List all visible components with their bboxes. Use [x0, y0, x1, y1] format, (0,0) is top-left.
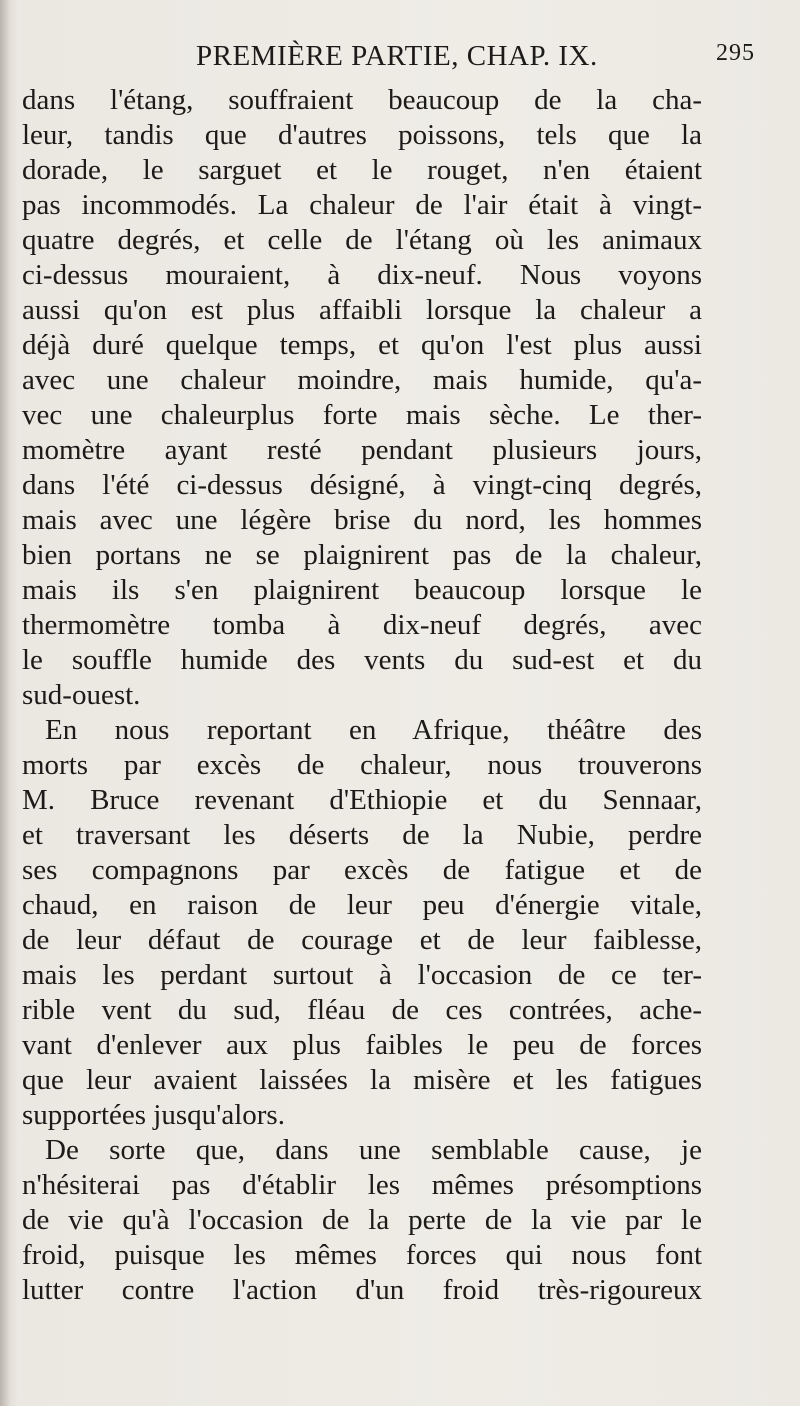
text-line: sud-ouest. — [22, 679, 141, 711]
text-line: n'hésiterai pas d'établir les mêmes présomptions — [22, 1169, 702, 1201]
text-line: froid, puisque les mêmes forces qui nous font — [22, 1239, 702, 1271]
text-line: dorade, le sarguet et le rouget, n'en étaient — [22, 154, 702, 186]
text-line: chaud, en raison de leur peu d'énergie vitale, — [22, 889, 702, 921]
running-title: PREMIÈRE PARTIE, CHAP. IX. — [196, 40, 598, 72]
text-line: de leur défaut de courage et de leur faiblesse, — [22, 924, 702, 956]
text-line: momètre ayant resté pendant plusieurs jours, — [22, 434, 702, 466]
text-line: vec une chaleurplus forte mais sèche. Le ther- — [22, 399, 702, 431]
text-line: avec une chaleur moindre, mais humide, qu'a- — [22, 364, 702, 396]
text-line: pas incommodés. La chaleur de l'air était à vingt- — [22, 189, 702, 221]
text-line: bien portans ne se plaignirent pas de la chaleur, — [22, 539, 702, 571]
text-line: ci-dessus mouraient, à dix-neuf. Nous voyons — [22, 259, 702, 291]
text-line: et traversant les déserts de la Nubie, perdre — [22, 819, 702, 851]
text-line: lutter contre l'action d'un froid très-rigoureux — [22, 1274, 702, 1306]
text-line: M. Bruce revenant d'Ethiopie et du Sennaar, — [22, 784, 702, 816]
paragraph-first-line: De sorte que, dans une semblable cause, je — [45, 1134, 702, 1166]
text-line: aussi qu'on est plus affaibli lorsque la chaleur a — [22, 294, 702, 326]
text-line: mais avec une légère brise du nord, les hommes — [22, 504, 702, 536]
text-line: déjà duré quelque temps, et qu'on l'est plus aussi — [22, 329, 702, 361]
text-line: que leur avaient laissées la misère et les fatigues — [22, 1064, 702, 1096]
paragraph-first-line: En nous reportant en Afrique, théâtre des — [45, 714, 702, 746]
text-line: morts par excès de chaleur, nous trouverons — [22, 749, 702, 781]
text-line: ses compagnons par excès de fatigue et de — [22, 854, 702, 886]
text-line: leur, tandis que d'autres poissons, tels que la — [22, 119, 702, 151]
text-line: le souffle humide des vents du sud-est et du — [22, 644, 702, 676]
page-number: 295 — [716, 40, 755, 66]
text-line: supportées jusqu'alors. — [22, 1099, 285, 1131]
text-line: dans l'étang, souffraient beaucoup de la cha- — [22, 84, 702, 116]
text-line: thermomètre tomba à dix-neuf degrés, avec — [22, 609, 702, 641]
text-line: de vie qu'à l'occasion de la perte de la vie par le — [22, 1204, 702, 1236]
text-line: vant d'enlever aux plus faibles le peu de forces — [22, 1029, 702, 1061]
text-line: dans l'été ci-dessus désigné, à vingt-cinq degrés, — [22, 469, 702, 501]
text-line: mais ils s'en plaignirent beaucoup lorsque le — [22, 574, 702, 606]
text-line: rible vent du sud, fléau de ces contrées, ache- — [22, 994, 702, 1026]
text-line: mais les perdant surtout à l'occasion de ce ter- — [22, 959, 702, 991]
text-line: quatre degrés, et celle de l'étang où les animaux — [22, 224, 702, 256]
